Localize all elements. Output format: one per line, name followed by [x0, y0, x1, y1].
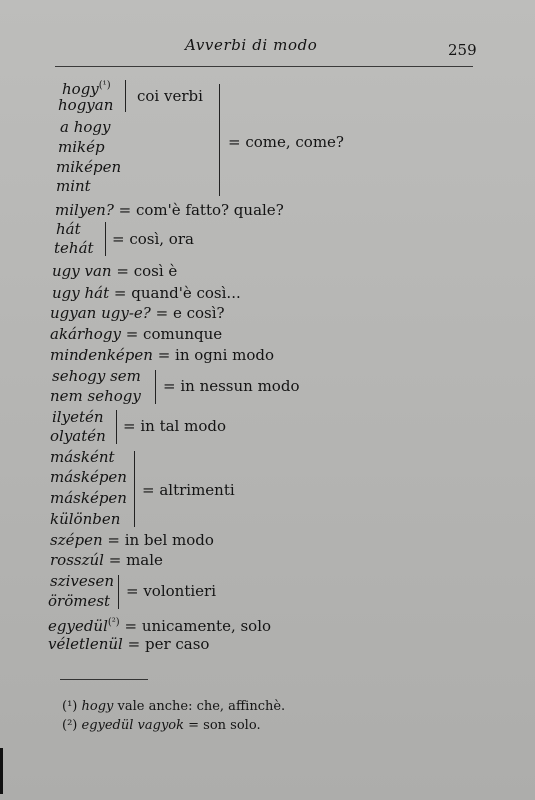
footnote-ref-1: (¹)	[98, 80, 111, 91]
entry-tehat: tehát	[54, 239, 94, 257]
footnote-2	[62, 718, 261, 733]
gloss-milyen: = com'è fatto? quale?	[118, 201, 284, 219]
footnote-rule	[60, 679, 148, 680]
entry-milyen	[55, 200, 284, 220]
term-ugy-hat: ugy hát	[52, 284, 110, 302]
entry-mindenkepen	[50, 345, 274, 365]
entry-a-hogy: a hogy	[60, 118, 111, 136]
term-veletlenul: véletlenül	[48, 635, 123, 653]
page-number: 259	[448, 41, 477, 59]
gloss-szepen: = in bel modo	[107, 531, 214, 549]
gloss-egyedul: = unicamente, solo	[124, 617, 272, 635]
footnote-2-mark: (²)	[62, 718, 78, 733]
header-rule	[55, 66, 473, 67]
entry-szepen	[50, 530, 214, 550]
gloss-ugyan: = e così?	[155, 304, 225, 322]
footnote-1-text: vale anche: che, affinchè.	[117, 699, 286, 714]
term-egyedul: egyedül	[48, 617, 108, 635]
gloss-maskent: = altrimenti	[142, 481, 235, 499]
entry-mint: mint	[56, 177, 91, 195]
gloss-hat: = così, ora	[112, 230, 194, 248]
running-head: Avverbi di modo	[185, 36, 318, 54]
term-szepen: szépen	[50, 531, 103, 549]
gloss-rosszul: = male	[108, 551, 163, 569]
gloss-akarhogy: = comunque	[125, 325, 223, 343]
entry-ugyan	[50, 303, 225, 323]
entry-oromest: örömest	[48, 592, 111, 610]
gloss-sehogy: = in nessun modo	[163, 377, 300, 395]
gloss-ugy-van: = così è	[116, 262, 178, 280]
entry-maskent: másként	[50, 448, 115, 466]
term-mindenkepen: mindenképen	[50, 346, 153, 364]
gloss-veletlenul: = per caso	[127, 635, 210, 653]
gloss-mindenkepen: = in ogni modo	[157, 346, 275, 364]
gloss-coi-verbi: coi verbi	[137, 87, 203, 105]
gloss-come: = come, come?	[228, 133, 344, 151]
footnote-2-text: = son solo.	[188, 718, 261, 733]
gloss-ugy-hat: = quand'è così...	[113, 284, 241, 302]
entry-kulonben: különben	[50, 510, 121, 528]
entry-ilyeten: ilyetén	[52, 408, 104, 426]
brace-sehogy	[155, 370, 156, 404]
brace-szivesen	[118, 575, 119, 609]
term-ugyan: ugyan ugy-e?	[50, 304, 151, 322]
entry-maskepen: másképen	[50, 489, 127, 507]
entry-mikep: mikép	[58, 138, 105, 156]
entry-szivesen: szivesen	[50, 572, 114, 590]
brace-hat	[105, 222, 106, 256]
footnote-1	[62, 699, 285, 714]
gloss-szivesen: = volontieri	[126, 582, 216, 600]
entry-hat: hát	[56, 220, 81, 238]
entry-nem-sehogy: nem sehogy	[50, 387, 141, 405]
entry-veletlenul	[48, 634, 209, 654]
footnote-1-mark: (¹)	[62, 699, 78, 714]
entry-hogyan: hogyan	[58, 96, 114, 114]
brace-ilyeten	[116, 410, 117, 444]
brace-large-1	[219, 84, 220, 196]
footnote-ref-2: (²)	[107, 617, 120, 628]
gloss-ilyeten: = in tal modo	[123, 417, 226, 435]
entry-ugy-van	[52, 261, 177, 281]
footnote-2-term: egyedül vagyok	[81, 718, 185, 733]
entry-egyedul	[48, 613, 271, 636]
entry-ugy-hat	[52, 283, 241, 303]
term-milyen: milyen?	[55, 201, 114, 219]
scan-edge-mark	[0, 748, 3, 794]
entry-olyaten: olyatén	[50, 427, 106, 445]
entry-sehogy-sem: sehogy sem	[52, 367, 141, 385]
footnote-1-term: hogy	[81, 699, 114, 714]
brace-small-1	[125, 80, 126, 112]
entry-maskep: másképen	[50, 468, 127, 486]
entry-mikepen: miképen	[56, 158, 122, 176]
term-rosszul: rosszúl	[50, 551, 104, 569]
brace-maskent	[134, 451, 135, 527]
term-hogy: hogy	[62, 80, 99, 98]
term-akarhogy: akárhogy	[50, 325, 121, 343]
entry-rosszul	[50, 550, 163, 570]
term-ugy-van: ugy van	[52, 262, 112, 280]
entry-akarhogy	[50, 324, 222, 344]
